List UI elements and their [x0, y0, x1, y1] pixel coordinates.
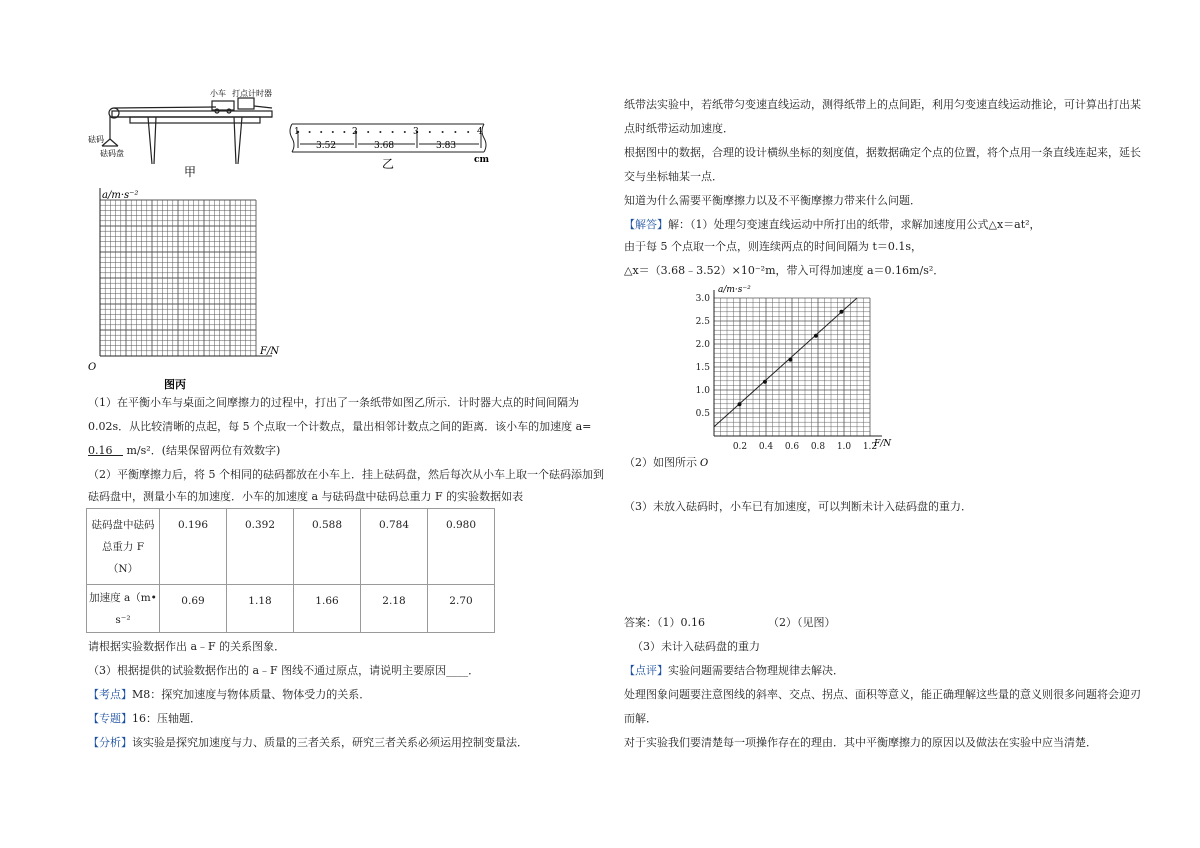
table-cell: 2.18	[361, 585, 428, 633]
table-row1-header-line: 砝码盘中砝码	[91, 518, 155, 531]
x-tick-label: 0.2	[732, 442, 748, 452]
right-line-4: 交与坐标轴某一点．	[624, 170, 723, 183]
tape-dot	[343, 131, 345, 133]
q1-line3-rest: m/s²．(结果保留两位有效数字)	[126, 444, 281, 457]
apparatus-label: 甲	[184, 165, 197, 178]
table-cell: 0.784	[361, 509, 428, 585]
right-line-16: 对于实验我们要清楚每一项操作存在的理由．其中平衡摩擦力的原因以及做法在实验中应当清楚．	[624, 736, 1097, 749]
zhuanti-text: 16：压轴题．	[132, 712, 201, 725]
zhuanti-tag: 【专题】	[88, 712, 132, 725]
tape-length-2: 3.68	[374, 141, 395, 151]
tape-figure	[286, 118, 492, 170]
tape-dot	[379, 131, 381, 133]
answer-chart	[684, 284, 894, 474]
table-row2-header	[87, 585, 160, 633]
data-table	[86, 508, 495, 633]
right-line-2: 点时纸带运动加速度．	[624, 122, 734, 135]
y-tick-label: 2.0	[695, 340, 710, 350]
table-row1-header-line: （N）	[107, 562, 139, 575]
kaodian-line	[88, 688, 370, 702]
kaodian-tag: 【考点】	[88, 688, 132, 701]
y-tick-label: 0.5	[695, 409, 710, 419]
data-point	[814, 334, 818, 338]
right-line-3: 根据图中的数据，合理的设计横纵坐标的刻度值，据数据确定个点的位置，将个点用一条直线连起来，延长	[624, 146, 1141, 159]
right-line-9: （2）如图所示	[624, 456, 697, 469]
tape-dot	[367, 131, 369, 133]
dianping-text: 实验问题需要结合物理规律去解决．	[668, 664, 844, 677]
jieda-text: 解：（1）处理匀变速直线运动中所打出的纸带，求解加速度用公式△x＝at²，	[668, 218, 1041, 231]
table-row	[87, 509, 495, 585]
tape-point-3: 3	[413, 127, 419, 137]
tape-point-4: 4	[477, 127, 483, 137]
q1-answer: 0.16	[88, 444, 113, 457]
y-tick-label: 1.0	[695, 386, 710, 396]
tape-length-3: 3.83	[436, 141, 457, 151]
tape-dot	[392, 131, 394, 133]
answer-y-ticks	[696, 294, 711, 419]
data-point	[763, 380, 767, 384]
right-line-15: 而解．	[624, 712, 657, 725]
answer-x-axis-label: F/N	[874, 439, 892, 449]
blank-y-axis-label: a/m·s⁻²	[102, 190, 139, 201]
x-tick-label: 1.0	[836, 442, 852, 452]
tape-dot	[404, 131, 406, 133]
table-row1-header-line: 总重力 F	[101, 540, 145, 553]
q2-line3: 请根据实验数据作出 a﹣F 的关系图象．	[88, 640, 286, 653]
table-cell: 0.392	[227, 509, 294, 585]
table-row	[87, 585, 495, 633]
table-cell: 0.588	[294, 509, 361, 585]
fenxi-tag: 【分析】	[88, 736, 132, 749]
right-line-7: 由于每 5 个点取一个点，则连续两点的时间间隔为 t＝0.1s，	[624, 240, 923, 253]
answer-origin-label: O	[700, 458, 709, 469]
tape-point-2: 2	[352, 127, 358, 137]
blank-grid-caption: 图丙	[164, 378, 186, 391]
data-point	[788, 358, 792, 362]
fenxi-text: 该实验是探究加速度与力、质量的三者关系，研究三者关系必须运用控制变量法．	[132, 736, 528, 749]
tape-length-1: 3.52	[316, 141, 337, 151]
q1-line3	[88, 444, 280, 458]
answer-x-ticks	[733, 442, 877, 452]
table-cell: 2.70	[428, 585, 495, 633]
jieda-tag: 【解答】	[624, 218, 668, 231]
table-row2-header-line: 加速度 a（m•	[89, 591, 157, 604]
data-point	[737, 402, 741, 406]
q1-answer-blank	[113, 444, 124, 457]
answer-line	[624, 616, 705, 630]
q1-line2: 0.02s．从比较清晰的点起，每 5 个点取一个计数点，量出相邻计数点之间的距离．该小车的加速度 a=	[88, 420, 592, 433]
tape-unit: cm	[474, 155, 490, 165]
tape-dot	[429, 131, 431, 133]
table-cell: 0.980	[428, 509, 495, 585]
x-tick-label: 0.8	[810, 442, 826, 452]
table-cell: 0.69	[160, 585, 227, 633]
tape-dot	[467, 131, 469, 133]
apparatus-figure	[86, 84, 276, 178]
table-row2-header-line: s⁻²	[115, 613, 131, 626]
answer-grid	[714, 290, 882, 436]
fenxi-line	[88, 736, 528, 750]
tape-dots	[297, 131, 469, 133]
right-line-1: 纸带法实验中，若纸带匀变速直线运动，测得纸带上的点间距，利用匀变速直线运动推论，可计算出打出某	[624, 98, 1141, 111]
y-tick-label: 3.0	[695, 294, 710, 304]
kaodian-text: M8：探究加速度与物体质量、物体受力的关系．	[132, 688, 371, 701]
q2-line1: （2）平衡摩擦力后，将 5 个相同的砝码都放在小车上．挂上砝码盘，然后每次从小车上取一个砝码添加到	[88, 468, 604, 481]
x-tick-label: 0.6	[784, 442, 800, 452]
right-line-8: △x＝（3.68﹣3.52）×10⁻²m，带入可得加速度 a＝0.16m/s²．	[624, 264, 945, 277]
tape-dot	[442, 131, 444, 133]
dianping-line	[624, 664, 844, 678]
table-cell: 0.196	[160, 509, 227, 585]
right-line-10: （3）未放入砝码时，小车已有加速度，可以判断未计入砝码盘的重力．	[624, 500, 972, 513]
answer-1: 答案：（1）0.16	[624, 616, 705, 629]
zhuanti-line	[88, 712, 201, 726]
weight-label: 砝码	[88, 135, 104, 144]
y-tick-label: 1.5	[695, 363, 710, 373]
tape-dot	[332, 131, 334, 133]
timer-label: 打点计时器	[232, 89, 272, 98]
data-point	[839, 310, 843, 314]
tape-dot	[454, 131, 456, 133]
right-line-14: 处理图象问题要注意图线的斜率、交点、拐点、面积等意义，能正确理解这些量的意义则很多问题将会迎刃	[624, 688, 1141, 701]
x-tick-label: 0.4	[758, 442, 774, 452]
jieda-line	[624, 218, 1041, 232]
car-label: 小车	[210, 89, 226, 98]
blank-origin-label: O	[88, 362, 97, 373]
y-tick-label: 2.5	[695, 317, 710, 327]
answer-y-axis-label: a/m·s⁻²	[718, 285, 751, 295]
blank-grid-figure	[84, 184, 284, 392]
q1-line1: （1）在平衡小车与桌面之间摩擦力的过程中，打出了一条纸带如图乙所示．计时器大点的时间间隔为	[88, 396, 579, 409]
blank-grid-lines	[100, 188, 272, 356]
x-tick-label: 1.2	[862, 442, 878, 452]
blank-x-axis-label: F/N	[260, 346, 280, 357]
dianping-tag: 【点评】	[624, 664, 668, 677]
table-cell: 1.18	[227, 585, 294, 633]
tape-label: 乙	[382, 157, 395, 170]
tape-point-1: 1	[294, 127, 300, 137]
answer-3: （3）未计入砝码盘的重力	[632, 640, 760, 653]
tape-dot	[320, 131, 322, 133]
q3-line: （3）根据提供的试验数据作出的 a﹣F 图线不通过原点，请说明主要原因____．	[88, 664, 480, 677]
tape-dot	[309, 131, 311, 133]
table-cell: 1.66	[294, 585, 361, 633]
pan-label: 砝码盘	[100, 149, 124, 158]
answer-2: （2）（见图）	[768, 616, 836, 629]
right-line-5: 知道为什么需要平衡摩擦力以及不平衡摩擦力带来什么问题．	[624, 194, 921, 207]
q2-line2: 砝码盘中，测量小车的加速度．小车的加速度 a 与砝码盘中砝码总重力 F 的实验数据如表	[88, 490, 524, 503]
table-row1-header	[87, 509, 160, 585]
